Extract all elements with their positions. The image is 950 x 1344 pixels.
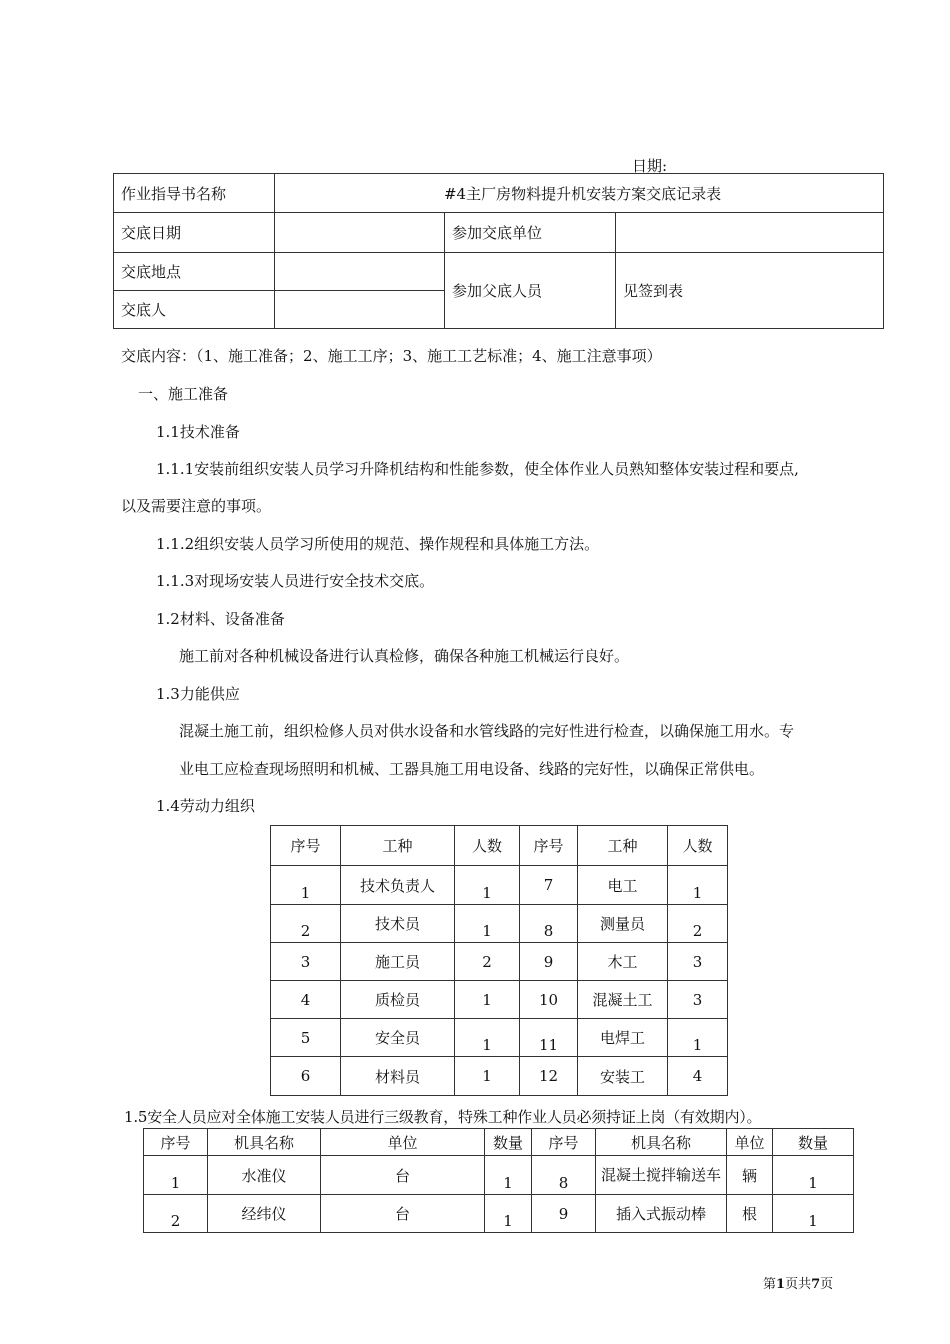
table-cell: 插入式振动棒 <box>596 1195 727 1233</box>
instruction-name-value: #4主厂房物料提升机安装方案交底记录表 <box>275 174 884 213</box>
table-cell: 1 <box>455 1057 520 1096</box>
table-cell: 4 <box>271 981 341 1019</box>
table-cell: 1 <box>455 905 520 943</box>
subsection-1-1: 1.1技术准备 <box>156 423 240 441</box>
equip-header-qty: 数量 <box>773 1129 854 1156</box>
table-cell: 8 <box>532 1156 596 1195</box>
table-cell: 混凝土搅拌输送车 <box>596 1156 727 1195</box>
briefing-place-label: 交底地点 <box>114 253 275 291</box>
table-cell: 混凝土工 <box>578 981 668 1019</box>
instruction-name-label: 作业指导书名称 <box>114 174 275 213</box>
paragraph-1-3-line1: 混凝土施工前，组织检修人员对供水设备和水管线路的完好性进行检查，以确保施工用水。专 <box>179 722 795 740</box>
table-row <box>144 1156 854 1195</box>
table-row <box>271 981 728 1019</box>
page-footer <box>763 1273 833 1292</box>
section-heading: 一、施工准备 <box>138 385 229 403</box>
item-1-1-1-line1: 1.1.1安装前组织安装人员学习升降机结构和性能参数，使全体作业人员熟知整体安装过程和要点, <box>156 460 799 478</box>
subsection-1-4: 1.4劳动力组织 <box>156 797 255 815</box>
table-cell: 辆 <box>727 1156 773 1195</box>
presenter-label: 交底人 <box>114 291 275 329</box>
equip-header-qty: 数量 <box>485 1129 532 1156</box>
table-cell: 9 <box>532 1195 596 1233</box>
table-cell: 安全员 <box>341 1019 455 1057</box>
table-cell: 1 <box>455 866 520 905</box>
table-cell: 3 <box>668 981 728 1019</box>
table-cell: 材料员 <box>341 1057 455 1096</box>
labor-header-count: 人数 <box>455 826 520 866</box>
item-1-1-1-line2: 以及需要注意的事项。 <box>121 497 272 515</box>
briefing-place-value[interactable] <box>275 253 445 291</box>
briefing-date-label: 交底日期 <box>114 213 275 253</box>
date-label: 日期: <box>632 157 668 175</box>
table-cell: 经纬仪 <box>208 1195 321 1233</box>
table-cell: 水准仪 <box>208 1156 321 1195</box>
footer-total-pages: 7 <box>811 1277 821 1292</box>
briefing-date-value[interactable] <box>275 213 445 253</box>
equip-header-no: 序号 <box>532 1129 596 1156</box>
table-cell: 1 <box>271 866 341 905</box>
table-cell: 9 <box>520 943 578 981</box>
participating-unit-value[interactable] <box>616 213 884 253</box>
table-cell: 2 <box>144 1195 208 1233</box>
table-cell: 1 <box>485 1156 532 1195</box>
presenter-value[interactable] <box>275 291 445 329</box>
table-row <box>271 943 728 981</box>
equip-header-unit: 单位 <box>727 1129 773 1156</box>
table-cell: 台 <box>321 1195 485 1233</box>
table-cell: 安装工 <box>578 1057 668 1096</box>
table-cell: 2 <box>455 943 520 981</box>
table-cell: 5 <box>271 1019 341 1057</box>
footer-page-number: 1 <box>776 1277 786 1292</box>
table-cell: 1 <box>455 1019 520 1057</box>
header-table <box>113 173 884 329</box>
table-row <box>271 866 728 905</box>
table-cell: 7 <box>520 866 578 905</box>
table-cell: 1 <box>773 1156 854 1195</box>
labor-table <box>270 825 728 1096</box>
table-cell: 12 <box>520 1057 578 1096</box>
table-cell: 8 <box>520 905 578 943</box>
item-1-5: 1.5安全人员应对全体施工安装人员进行三级教育，特殊工种作业人员必须持证上岗（有效期内）。 <box>124 1108 762 1126</box>
subsection-1-3: 1.3力能供应 <box>156 685 240 703</box>
table-row <box>271 905 728 943</box>
contents-intro: 交底内容：（1、施工准备；2、施工工序；3、施工工艺标准；4、施工注意事项） <box>121 347 662 365</box>
table-cell: 测量员 <box>578 905 668 943</box>
equip-header-no: 序号 <box>144 1129 208 1156</box>
table-cell: 4 <box>668 1057 728 1096</box>
item-1-1-2: 1.1.2组织安装人员学习所使用的规范、操作规程和具体施工方法。 <box>156 535 600 553</box>
equip-header-name: 机具名称 <box>208 1129 321 1156</box>
footer-prefix: 第 <box>763 1277 777 1292</box>
item-1-1-3: 1.1.3对现场安装人员进行安全技术交底。 <box>156 572 435 590</box>
table-cell: 1 <box>144 1156 208 1195</box>
attendees-label: 参加父底人员 <box>445 253 616 329</box>
table-row <box>144 1195 854 1233</box>
table-cell: 11 <box>520 1019 578 1057</box>
table-cell: 电焊工 <box>578 1019 668 1057</box>
footer-suffix: 页 <box>820 1277 834 1292</box>
table-cell: 1 <box>455 981 520 1019</box>
paragraph-1-2: 施工前对各种机械设备进行认真检修，确保各种施工机械运行良好。 <box>179 647 630 665</box>
paragraph-1-3-line2: 业电工应检查现场照明和机械、工器具施工用电设备、线路的完好性，以确保正常供电。 <box>179 760 765 778</box>
table-cell: 1 <box>485 1195 532 1233</box>
labor-header-no: 序号 <box>520 826 578 866</box>
table-cell: 1 <box>668 866 728 905</box>
table-cell: 施工员 <box>341 943 455 981</box>
table-cell: 木工 <box>578 943 668 981</box>
labor-header-count: 人数 <box>668 826 728 866</box>
equip-header-unit: 单位 <box>321 1129 485 1156</box>
table-cell: 3 <box>668 943 728 981</box>
table-cell: 电工 <box>578 866 668 905</box>
table-cell: 3 <box>271 943 341 981</box>
equip-header-name: 机具名称 <box>596 1129 727 1156</box>
table-cell: 技术员 <box>341 905 455 943</box>
table-cell: 技术负责人 <box>341 866 455 905</box>
subsection-1-2: 1.2材料、设备准备 <box>156 610 285 628</box>
participating-unit-label: 参加交底单位 <box>445 213 616 253</box>
table-cell: 质检员 <box>341 981 455 1019</box>
table-row <box>271 1057 728 1096</box>
table-cell: 根 <box>727 1195 773 1233</box>
table-cell: 台 <box>321 1156 485 1195</box>
labor-header-no: 序号 <box>271 826 341 866</box>
table-cell: 1 <box>668 1019 728 1057</box>
attendees-value: 见签到表 <box>616 253 884 329</box>
labor-header-trade: 工种 <box>341 826 455 866</box>
labor-header-trade: 工种 <box>578 826 668 866</box>
table-cell: 2 <box>271 905 341 943</box>
table-row <box>271 1019 728 1057</box>
table-cell: 2 <box>668 905 728 943</box>
table-cell: 1 <box>773 1195 854 1233</box>
table-cell: 10 <box>520 981 578 1019</box>
footer-middle: 页共 <box>785 1277 812 1292</box>
equipment-table <box>143 1128 854 1233</box>
table-cell: 6 <box>271 1057 341 1096</box>
